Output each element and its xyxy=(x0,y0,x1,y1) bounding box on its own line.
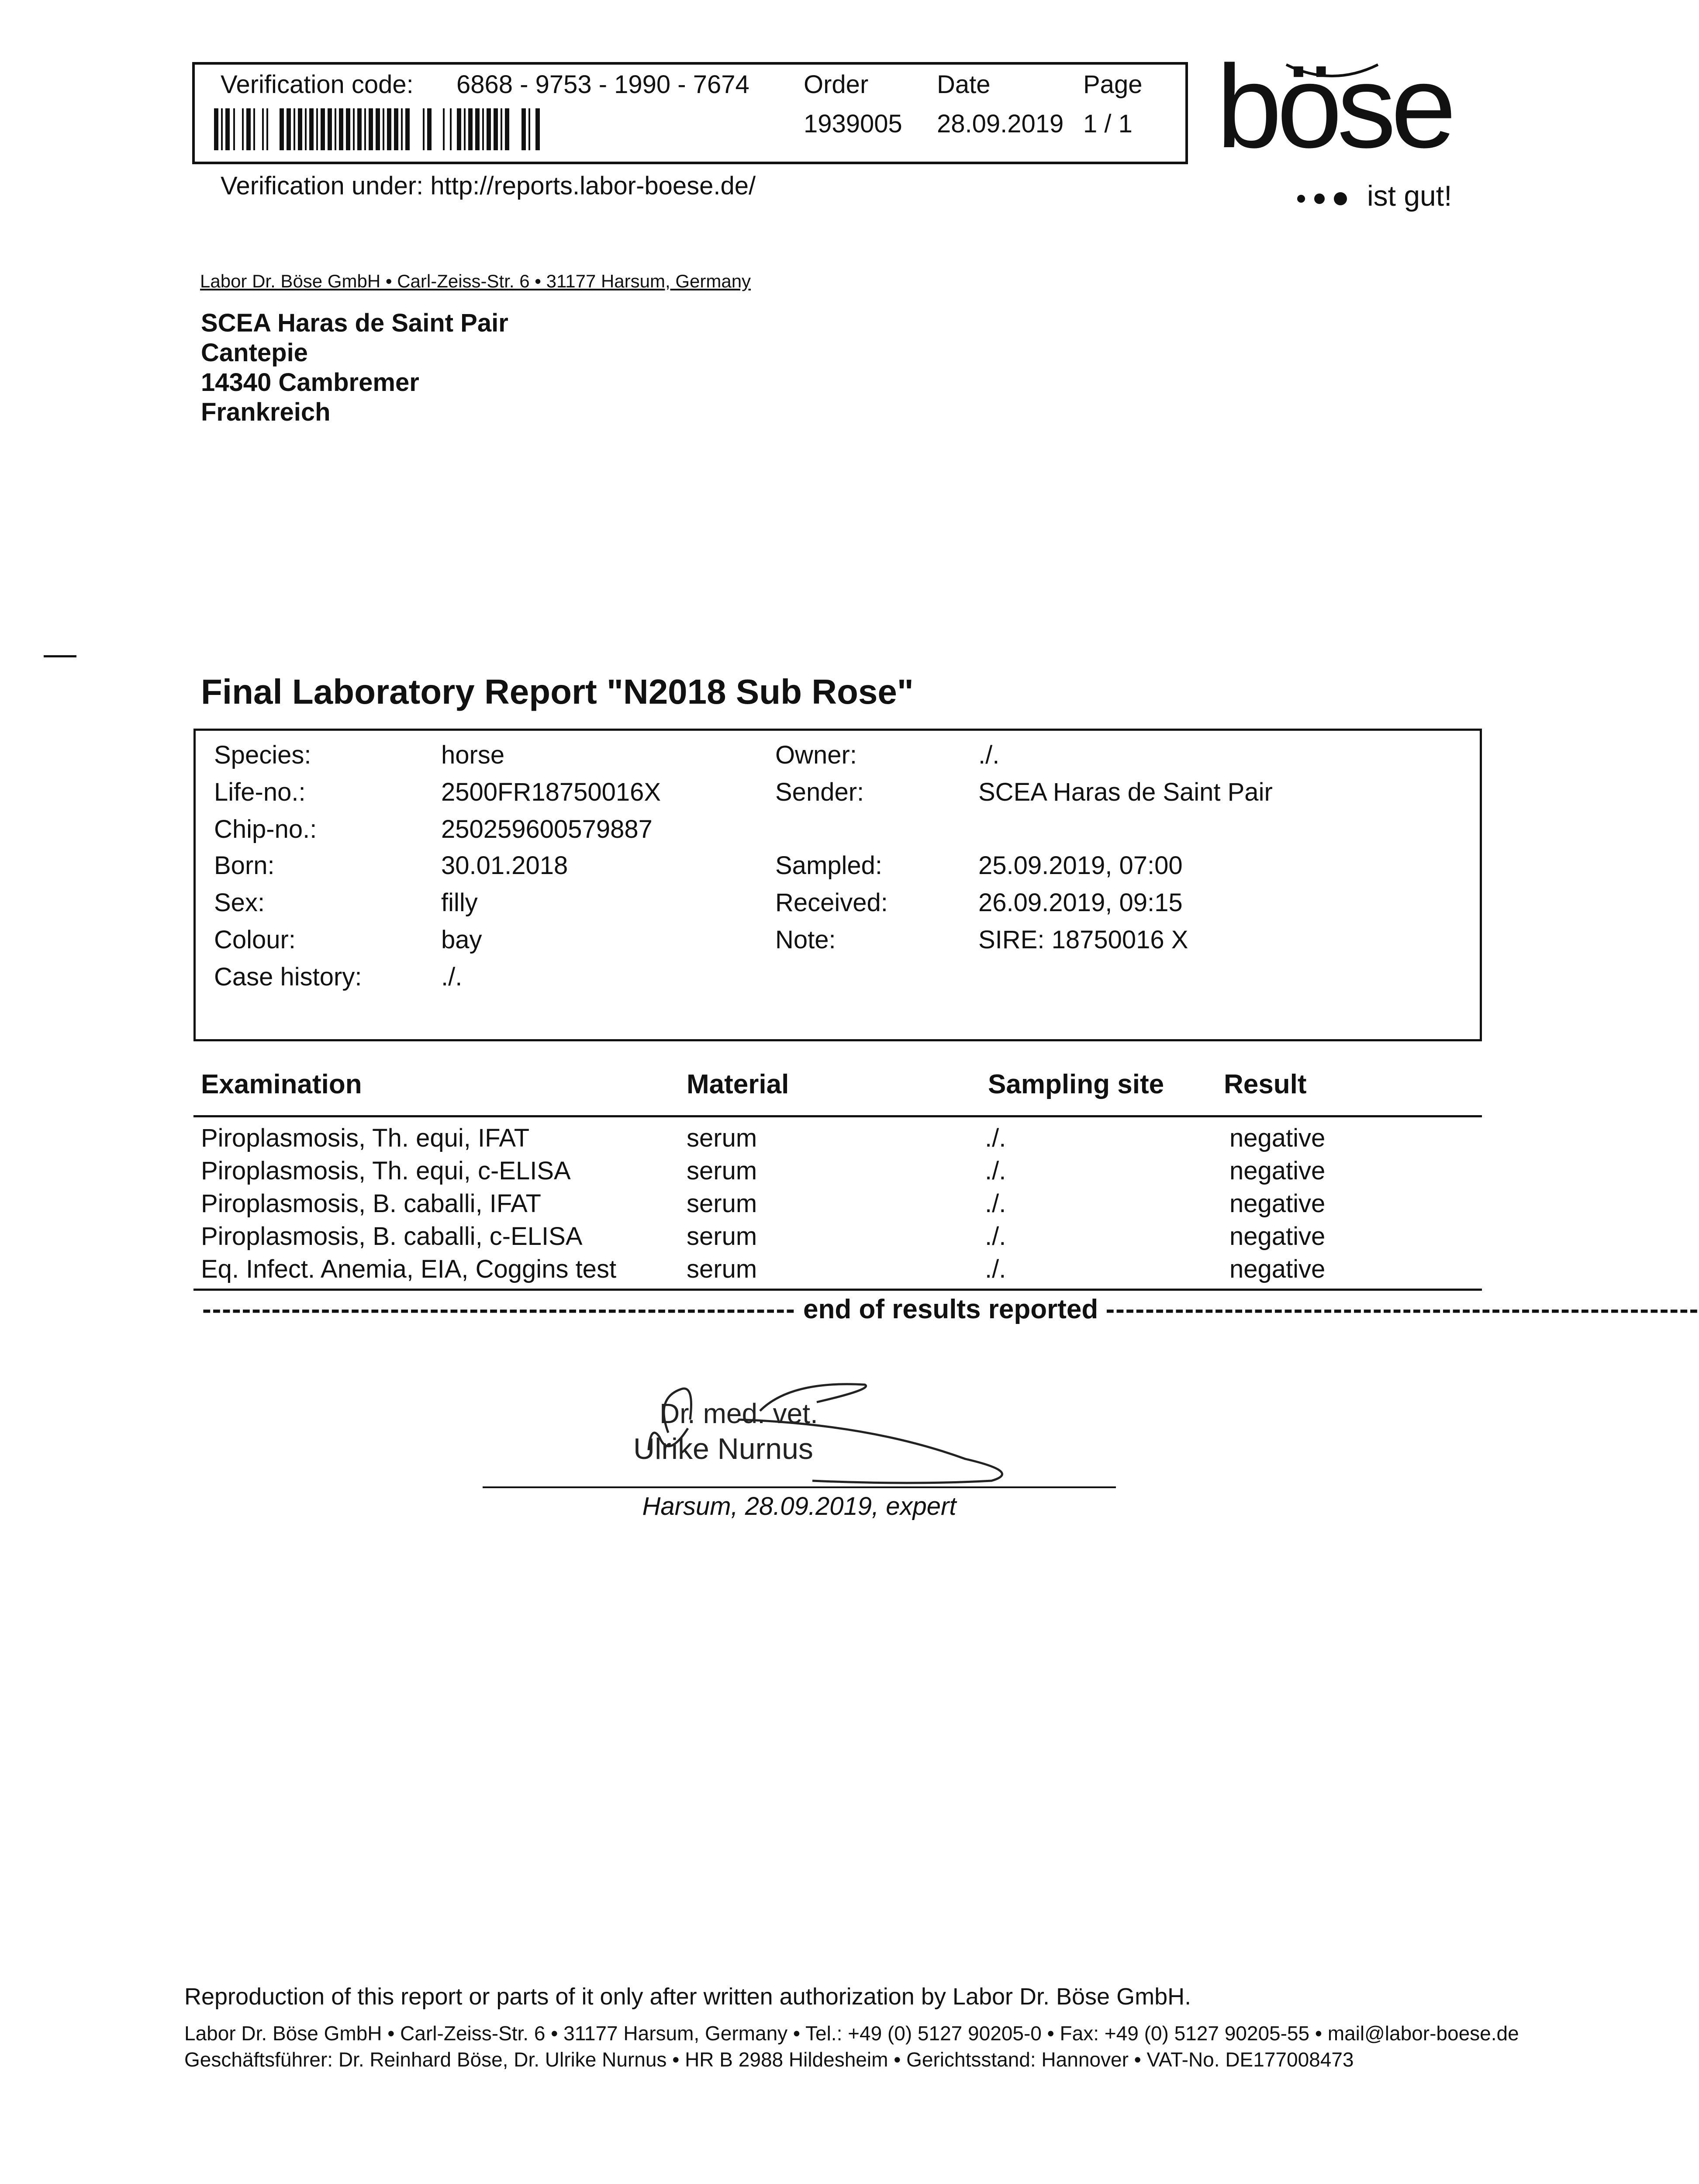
sex-value: filly xyxy=(441,888,478,917)
chip-no-label: Chip-no.: xyxy=(214,815,317,843)
sampling-site-cell: ./. xyxy=(985,1124,1006,1152)
logo-tagline: ist gut! xyxy=(1367,180,1452,212)
sampled-value: 25.09.2019, 07:00 xyxy=(978,851,1183,880)
page-value: 1 / 1 xyxy=(1083,110,1133,138)
column-header-sampling-site: Sampling site xyxy=(988,1069,1164,1099)
column-header-examination: Examination xyxy=(201,1069,362,1099)
species-value: horse xyxy=(441,741,505,769)
signature-line xyxy=(483,1486,1116,1488)
signature-name: Ulrike Nurnus xyxy=(633,1432,813,1465)
material-cell: serum xyxy=(687,1255,757,1283)
case-history-label: Case history: xyxy=(214,963,362,991)
sampled-label: Sampled: xyxy=(775,851,883,880)
case-history-value: ./. xyxy=(441,963,463,991)
signature-icon xyxy=(607,1372,1088,1485)
logo-wordmark: böse xyxy=(1216,41,1451,173)
barcode xyxy=(214,108,542,150)
sampling-site-cell: ./. xyxy=(985,1189,1006,1218)
recipient-city: 14340 Cambremer xyxy=(201,368,419,397)
order-value: 1939005 xyxy=(804,110,902,138)
sampling-site-cell: ./. xyxy=(985,1157,1006,1185)
note-label: Note: xyxy=(775,926,836,954)
fold-mark xyxy=(44,655,76,657)
owner-label: Owner: xyxy=(775,741,857,769)
sex-label: Sex: xyxy=(214,888,265,917)
colour-value: bay xyxy=(441,926,482,954)
life-no-label: Life-no.: xyxy=(214,778,306,806)
recipient-country: Frankreich xyxy=(201,398,331,426)
result-cell: negative xyxy=(1229,1255,1326,1283)
result-cell: negative xyxy=(1229,1222,1326,1251)
column-header-material: Material xyxy=(687,1069,789,1099)
examination-cell: Eq. Infect. Anemia, EIA, Coggins test xyxy=(201,1255,617,1283)
note-value: SIRE: 18750016 X xyxy=(978,926,1188,954)
recipient-street: Cantepie xyxy=(201,339,308,367)
received-value: 26.09.2019, 09:15 xyxy=(978,888,1183,917)
recipient-name: SCEA Haras de Saint Pair xyxy=(201,309,508,337)
footer-reproduction-note: Reproduction of this report or parts of it only after written authorization by Labor Dr. Böse GmbH. xyxy=(184,1984,1191,2010)
verification-code-value: 6868 - 9753 - 1990 - 7674 xyxy=(456,70,749,99)
material-cell: serum xyxy=(687,1222,757,1251)
verification-url: Verification under: http://reports.labor-boese.de/ xyxy=(221,172,756,200)
examination-cell: Piroplasmosis, B. caballi, c-ELISA xyxy=(201,1222,583,1251)
end-of-results-text: end of results reported xyxy=(803,1294,1098,1324)
sender-address-line: Labor Dr. Böse GmbH • Carl-Zeiss-Str. 6 • 31177 Harsum, Germany xyxy=(200,271,751,291)
order-label: Order xyxy=(804,70,869,99)
chip-no-value: 250259600579887 xyxy=(441,815,653,843)
examination-cell: Piroplasmosis, B. caballi, IFAT xyxy=(201,1189,541,1218)
received-label: Received: xyxy=(775,888,888,917)
logo-dots-icon xyxy=(1295,190,1356,207)
species-label: Species: xyxy=(214,741,311,769)
date-value: 28.09.2019 xyxy=(937,110,1064,138)
logo-smile-icon xyxy=(1282,61,1382,92)
column-header-result: Result xyxy=(1224,1069,1307,1099)
footer-contact: Labor Dr. Böse GmbH • Carl-Zeiss-Str. 6 • 31177 Harsum, Germany • Tel.: +49 (0) 5127 90205-0 • Fax: +49 (0) 5127 90205-55 • mail@labor-boese.de xyxy=(184,2022,1519,2045)
examination-cell: Piroplasmosis, Th. equi, c-ELISA xyxy=(201,1157,571,1185)
material-cell: serum xyxy=(687,1124,757,1152)
sender-label: Sender: xyxy=(775,778,864,806)
report-title: Final Laboratory Report "N2018 Sub Rose" xyxy=(201,672,914,711)
verification-code-label: Verification code: xyxy=(221,70,414,99)
result-cell: negative xyxy=(1229,1189,1326,1218)
material-cell: serum xyxy=(687,1189,757,1218)
date-label: Date xyxy=(937,70,991,99)
material-cell: serum xyxy=(687,1157,757,1185)
examination-cell: Piroplasmosis, Th. equi, IFAT xyxy=(201,1124,530,1152)
sampling-site-cell: ./. xyxy=(985,1222,1006,1251)
signature-caption: Harsum, 28.09.2019, expert xyxy=(642,1492,957,1521)
table-bottom-rule xyxy=(193,1289,1482,1291)
colour-label: Colour: xyxy=(214,926,296,954)
end-of-results-line: ------------------------------------------------------------ end of results reported ------------------------------------------------------------ xyxy=(202,1294,1699,1324)
footer-legal: Geschäftsführer: Dr. Reinhard Böse, Dr. Ulrike Nurnus • HR B 2988 Hildesheim • Gerichtsstand: Hannover • VAT-No. DE177008473 xyxy=(184,2048,1354,2071)
patient-info-box xyxy=(193,729,1482,1041)
born-value: 30.01.2018 xyxy=(441,851,568,880)
life-no-value: 2500FR18750016X xyxy=(441,778,661,806)
result-cell: negative xyxy=(1229,1124,1326,1152)
born-label: Born: xyxy=(214,851,275,880)
signature-title: Dr. med. vet. xyxy=(660,1398,818,1429)
sampling-site-cell: ./. xyxy=(985,1255,1006,1283)
table-header-rule xyxy=(193,1115,1482,1117)
result-cell: negative xyxy=(1229,1157,1326,1185)
owner-value: ./. xyxy=(978,741,1000,769)
page-label: Page xyxy=(1083,70,1143,99)
sender-value: SCEA Haras de Saint Pair xyxy=(978,778,1273,806)
